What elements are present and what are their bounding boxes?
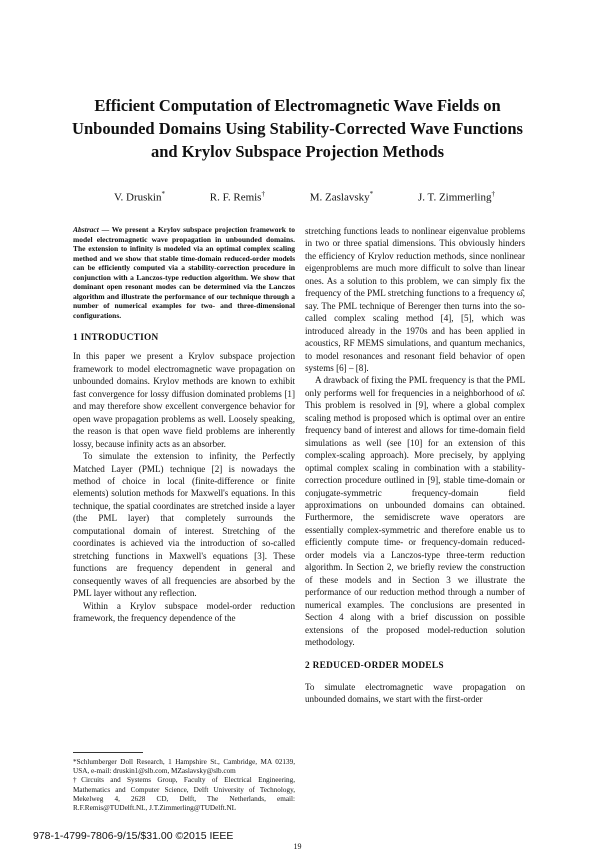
abstract: Abstract — We present a Krylov subspace projection framework to model electromagnetic wave propagation in unbounded domains. The extension to infinity is modeled via an optimal complex scaling method and we show that stable time-domain reduced-order models can be efficiently computed via a stability-correction procedure in conjunction with a Lanczos-type reduction algorithm. We show that dominant open resonant modes can be determined via the Lanczos algorithm and illustrate the performance of our technique through a number of numerical examples for two- and three-dimensional configurations. — [73, 225, 295, 320]
author: V. Druskin* — [114, 190, 165, 204]
page-number: 19 — [293, 842, 302, 851]
author: M. Zaslavsky* — [309, 190, 374, 204]
paragraph: Within a Krylov subspace model-order reduction framework, the frequency dependence of the — [73, 600, 295, 623]
paragraph: In this paper we present a Krylov subspace projection framework to model electromagnetic wave propagation on unbounded domains. Krylov methods are known to exhibit fast convergence for lossy diffusion dominated problems [1] and may therefore show excellent convergence behavior for open wave propagation problems as well. Loosely speaking, the reason is that open wave field problems are inherently lossy, because infinity acts as an absorber. — [73, 351, 295, 449]
paragraph: To simulate electromagnetic wave propagation on unbounded domains, we start with the first-order — [305, 681, 525, 705]
left-column — [73, 225, 295, 624]
paragraph: To simulate the extension to infinity, the Perfectly Matched Layer (PML) technique [2] is nowadays the method of choice in local (finite-difference or finite elements) solution methods for Maxwell's equations. In this technique, the spatial coordinates are stretched inside a layer (the PML layer) that completely surrounds the computational domain of interest. Stretching of the coordinates is achieved via the introduction of so-called stretching functions in Maxwell's equations [3]. These functions are frequency dependent in general and consequently waves of all frequencies are absorbed by the PML layer without any reflection. — [73, 451, 295, 599]
author-list — [60, 190, 535, 204]
footnote: †Circuits and Systems Group, Faculty of Electrical Engineering, Mathematics and Computer Science, Delft University of Technology, Mekelweg 4, 2628 CD, Delft, The Netherlands, email: R.F.Remis@TUDelft.NL, J.T.Zimmerling@TUDelft.NL — [73, 776, 295, 813]
section-heading-introduction: 1 INTRODUCTION — [73, 333, 159, 343]
section-heading-reduced-order-models: 2 REDUCED-ORDER MODELS — [305, 661, 444, 672]
author: R. F. Remis† — [209, 190, 265, 204]
footnote-divider — [73, 752, 143, 753]
footnote: *Schlumberger Doll Research, 1 Hampshire St., Cambridge, MA 02139, USA, e-mail: druskin1@slb.com, MZaslavsky@slb.com — [73, 758, 295, 776]
paper-title: Efficient Computation of Electromagnetic Wave Fields on Unbounded Domains Using Stability-Corrected Wave Functions and Krylov Subspace Projection Methods — [72, 96, 523, 161]
paragraph: A drawback of fixing the PML frequency is that the PML only performs well for frequencies in a neighborhood of ω̂. This problem is resolved in [9], where a global complex scaling method is proposed which is optimal over an entire frequency band of interest and allows for time-domain field simulations as well (see [10] for an extension of this complex-scaling approach). More precisely, by applying optimal complex scaling in combination with a stability-correction procedure outlined in [9], stable time-domain or conjugate-symmetric frequency-domain field approximations on unbounded domains can obtained. Furthermore, the semidiscrete wave operators are essentially complex-symmetric and therefore enable us to efficiently compute time- or frequency-domain reduced-order models via a Lanczos-type three-term reduction algorithm. In Section 2, we briefly review the construction of these models and in Section 3 we illustrate the performance of our reduction method through a number of numerical examples. The conclusions are presented in Section 4 along with a brief discussion on possible extensions of the proposed model-reduction solution methodology. — [305, 375, 525, 647]
right-column — [305, 225, 525, 706]
author: J. T. Zimmerling† — [417, 190, 495, 204]
footnotes — [73, 758, 295, 813]
paragraph: stretching functions leads to nonlinear eigenvalue problems in two or three spatial dimensions. This obviously hinders the efficiency of Krylov reduction methods, since nonlinear eigenproblems are much more difficult to solve than linear ones. As a solution to this problem, we can simply fix the frequency of the PML stretching functions to a frequency ω̂, say. The PML technique of Berenger then turns into the so-called complex scaling method [4], [5], which was introduced already in the 1970s and has been applied in acoustics, RF MEMS simulations, and quantum mechanics, to model resonances and resonant field behavior of open systems [6] – [8]. — [305, 226, 525, 373]
copyright-notice: 978-1-4799-7806-9/15/$31.00 ©2015 IEEE — [33, 830, 234, 842]
